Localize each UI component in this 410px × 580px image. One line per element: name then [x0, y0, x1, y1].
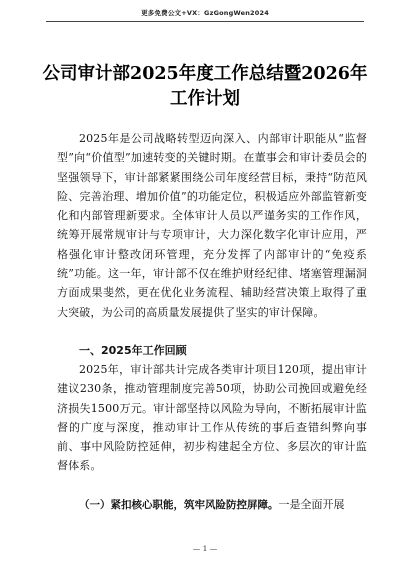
header-divider: [46, 21, 364, 22]
page-header: 更多免费公文+VX：GzGongWen2024: [141, 9, 269, 17]
review-paragraph: 2025年，审计部共计完成各类审计项目120项，提出审计建议230条，推动管理制度完善50项，协助公司挽回或避免经济损失1500万元。审计部坚持以风险为导向，不断拓展审计监督的广度与深度，推动审计工作从传统的事后查错纠弊向事前、事中风险防控延伸，初步构建起全方位、多层次的审计监督体系。: [57, 363, 367, 473]
subsection-paragraph: [57, 495, 367, 515]
title-line-2: 工作计划: [170, 89, 240, 109]
subsection-heading: （一）紧扣核心职能，筑牢风险防控屏障。: [79, 499, 279, 511]
title-line-1: 公司审计部2025年度工作总结暨2026年: [42, 64, 368, 84]
page-number: — 1 —: [192, 544, 218, 553]
section-heading-review: 一、2025年工作回顾: [79, 344, 187, 357]
subsection-text: 一是全面开展: [278, 498, 345, 511]
document-title: [40, 62, 370, 112]
intro-paragraph: 2025年是公司战略转型迈向深入、内部审计职能从“监督型”向“价值型”加速转变的关键时期。在董事会和审计委员会的坚强领导下，审计部紧紧围绕公司年度经营目标，秉持“防范风险、完善治理、增加价值”的功能定位，积极适应外部监管新变化和内部管理新要求。全体审计人员以严谨务实的工作作风，统筹开展常规审计与专项审计，大力深化数字化审计应用，严格强化审计整改闭环管理，充分发挥了内部审计的“免疫系统”功能。这一年，审计部不仅在维护财经纪律、堵塞管理漏洞方面成果斐然，更在优化业务流程、辅助经营决策上取得了重大突破，为公司的高质量发展提供了坚实的审计保障。: [57, 132, 367, 319]
